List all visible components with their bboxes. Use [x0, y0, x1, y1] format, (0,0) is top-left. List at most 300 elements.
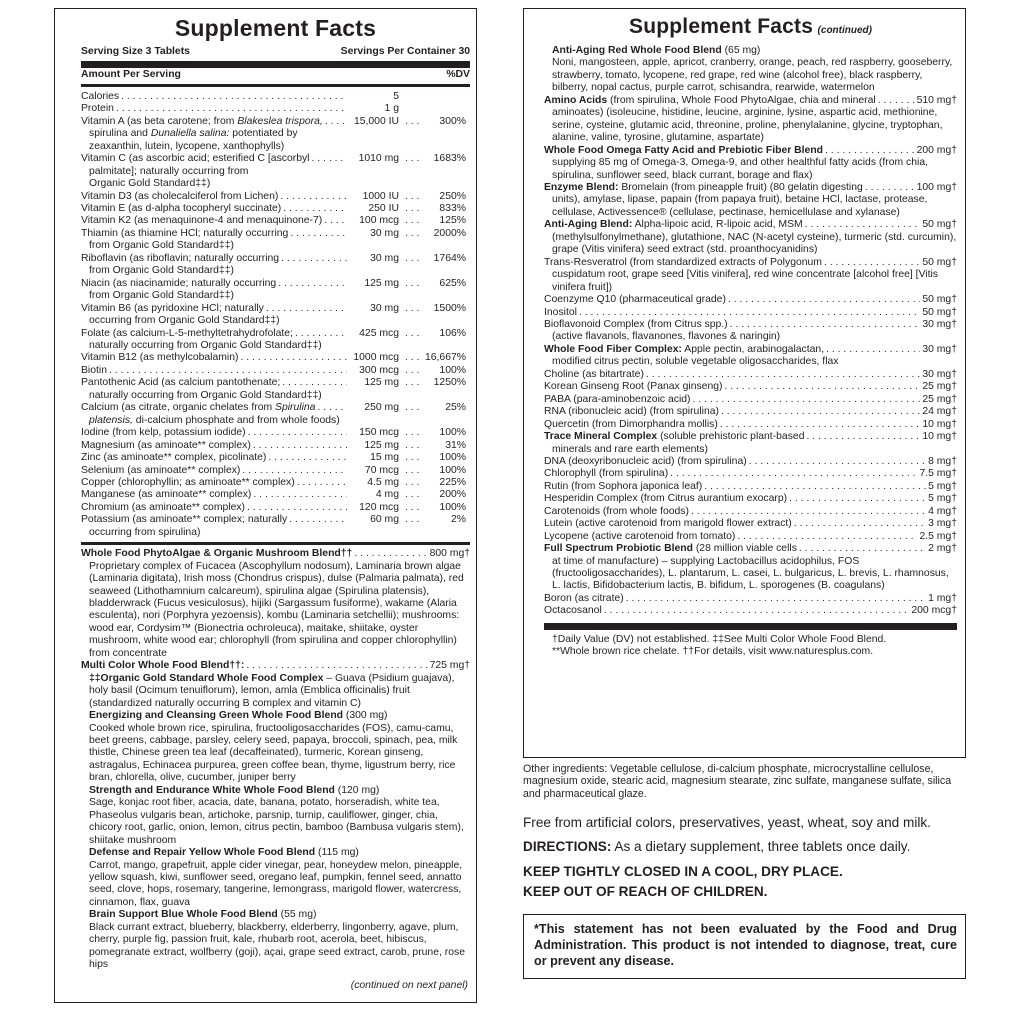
blue-blend-text: Black currant extract, blueberry, blackberry, elderberry, lingonberry, agave, plum, cherry, purple fig, passion fruit, kale, rhubarb root, acerola, beet, hibiscus, pomegranate extract, wolfberry (goji), açai, grape seed extract, carob, prune, rose hips: [89, 921, 465, 971]
nutrient-row: [81, 153, 470, 190]
dv-dots: . . .: [405, 277, 420, 289]
nutrient-line1: [81, 203, 349, 215]
nutrient-amount: 120 mcg: [359, 501, 399, 513]
nutrient-name: [81, 278, 349, 303]
trace-line1: (soluble prehistoric plant-based: [657, 431, 805, 443]
fiber-amount: 30 mg†: [922, 343, 957, 355]
leader-dots: [282, 377, 347, 389]
right-list: [544, 45, 957, 618]
nutrient-label: Folate (as calcium-L-5-methyltetrahydrofolate;: [81, 327, 293, 339]
directions: [523, 839, 993, 854]
fiber-name: Whole Food Fiber Complex:: [544, 343, 682, 355]
dv-value: 100%: [439, 501, 466, 513]
dv-value: 300%: [439, 115, 466, 127]
probiotic-amount: 2 mg†: [928, 543, 957, 555]
gold-standard-text: – Guava (Psidium guajava), holy basil (Ocimum tenuiflorum), lemon, amla (Emblica officinalis) fruit (standardized naturally occurring B complex and vitamin C): [89, 672, 455, 709]
blend2-sub: [81, 673, 470, 710]
nutrient-amount: 150 mcg: [359, 427, 399, 439]
nutrient-name: [81, 440, 349, 452]
red-blend-amount: (65 mg): [721, 45, 761, 56]
enzyme-row: [544, 182, 957, 194]
ingredient-row: [544, 518, 957, 530]
nutrient-dv: [399, 215, 466, 227]
dv-dots: . . .: [405, 302, 420, 314]
dv-value: 100%: [439, 427, 466, 439]
nutrient-dv: [399, 303, 466, 315]
nutrient-row: [81, 253, 470, 278]
nutrient-line1: [81, 215, 349, 227]
nutrient-line2: occurring from Organic Gold Standard‡‡): [89, 315, 280, 327]
yellow-blend: [81, 847, 470, 859]
dv-value: 125%: [439, 215, 466, 227]
ingredient-name: Boron (as citrate): [544, 592, 624, 604]
probiotic-text: at time of manufacture) – supplying Lactobacillus acidophilus, FOS (fructooligosaccharides), L. plantarum, L. casei, L. bulgaricus, L. brevis, L. rhamnosus, L. lactis, Bifidobacterium lactis, B. bifidum, L. sporogenes (B. coagulans): [552, 555, 949, 592]
omega-row: [544, 145, 957, 157]
nutrient-dv: [399, 203, 466, 215]
ingredient-name: RNA (ribonucleic acid) (from spirulina): [544, 406, 719, 418]
dv-value: 2000%: [433, 227, 466, 239]
ingredient-row: [544, 406, 957, 418]
nutrient-line1: [81, 303, 349, 315]
leader-dots: [295, 328, 347, 340]
antiaging-amount: 50 mg†: [922, 219, 957, 231]
nutrient-amount: 15,000 IU: [353, 115, 399, 127]
leader-dots: [670, 468, 917, 480]
ingredient-name: Lycopene (active carotenoid from tomato): [544, 530, 736, 542]
ingredient-name: Coenzyme Q10 (pharmaceutical grade): [544, 294, 726, 306]
nutrient-name: [81, 103, 349, 115]
dv-value: 16,667%: [424, 352, 466, 364]
storage-warning: KEEP TIGHTLY CLOSED IN A COOL, DRY PLACE.: [523, 864, 843, 879]
leader-dots: [280, 191, 347, 203]
nutrient-line1: [81, 489, 349, 501]
leader-dots: [324, 215, 347, 227]
nutrient-name: [81, 452, 349, 464]
nutrient-name: [81, 427, 349, 439]
nutrient-label: Riboflavin (as riboflavin; naturally occurring: [81, 252, 280, 264]
nutrient-amount: 1010 mg: [358, 153, 399, 165]
trace-row: [544, 431, 957, 443]
nutrient-dv: [399, 489, 466, 501]
nutrient-line1: [81, 452, 349, 464]
dv-dots: . . .: [405, 227, 420, 239]
nutrient-name: [81, 116, 349, 153]
nutrient-label: Zinc (as aminoate** complex, picolinate): [81, 452, 267, 464]
leader-dots: [281, 253, 347, 265]
nutrient-row: [81, 477, 470, 489]
nutrient-name: [81, 328, 349, 353]
ingredient-amount: 5 mg†: [928, 493, 957, 505]
dv-value: 100%: [439, 464, 466, 476]
ingredient-name: Korean Ginseng Root (Panax ginseng): [544, 381, 723, 393]
fiber-text: modified citrus pectin, soluble vegetable oligosaccharides, flax: [552, 356, 839, 368]
ingredient-name: Octacosanol: [544, 605, 602, 617]
dv-value: 200%: [439, 489, 466, 501]
amount-per-serving-label: Amount Per Serving: [81, 69, 181, 81]
dv-dots: . . .: [405, 364, 420, 376]
leader-dots: [749, 456, 926, 468]
red-blend-name: Anti-Aging Red Whole Food Blend: [552, 45, 722, 56]
leader-dots: [297, 477, 347, 489]
nutrient-dv: [399, 153, 466, 165]
blend1-amount: 800 mg†: [429, 548, 470, 560]
dv-dots: . . .: [405, 377, 420, 389]
nutrient-amount: 5: [393, 90, 399, 102]
resveratrol-row: [544, 257, 957, 269]
nutrient-line1: [81, 191, 349, 203]
ingredient-subtext: (active flavanols, flavanones, flavones & naringin): [552, 331, 781, 343]
ingredient-row: [544, 456, 957, 468]
ingredient-name: Carotenoids (from whole foods): [544, 505, 689, 517]
dv-dots: . . .: [405, 476, 420, 488]
nutrient-label-italic: Blakeslea trispora,: [237, 115, 323, 127]
nutrient-amount: 300 mcg: [359, 364, 399, 376]
nutrient-dv: [399, 352, 466, 364]
nutrient-label: Copper (chlorophyllin; as aminoate** complex): [81, 476, 295, 488]
ingredient-amount: 1 mg†: [928, 592, 957, 604]
nutrient-name: [81, 91, 349, 103]
leader-dots: [240, 352, 347, 364]
nutrient-amount: 125 mg: [364, 277, 399, 289]
leader-dots: [646, 369, 920, 381]
left-facts-panel: [54, 8, 477, 1003]
nutrient-name: [81, 502, 349, 514]
nutrient-row: [81, 427, 470, 439]
dv-dots: . . .: [405, 115, 420, 127]
dv-value: 2%: [450, 514, 466, 526]
dv-dots: . . .: [405, 252, 420, 264]
nutrient-line1: [81, 278, 349, 290]
yellow-blend-amount: (115 mg): [315, 847, 359, 859]
nutrient-label: Chromium (as aminoate** complex): [81, 501, 245, 513]
nutrient-amount: 60 mg: [370, 514, 399, 526]
ingredient-name: DNA (deoxyribonucleic acid) (from spirulina): [544, 455, 747, 467]
ingredient-row: [544, 294, 957, 306]
nutrient-label: Biotin: [81, 364, 107, 376]
nutrient-name: [81, 228, 349, 253]
nutrient-line2: palmitate]; naturally occurring from: [89, 165, 249, 177]
nutrient-name: [81, 477, 349, 489]
nutrient-dv: [399, 191, 466, 203]
nutrient-line1: [81, 365, 349, 377]
nutrient-label: Pantothenic Acid (as calcium pantothenate;: [81, 377, 281, 389]
nutrient-amount: 30 mg: [370, 302, 399, 314]
trace-name: Trace Mineral Complex: [544, 431, 658, 443]
nutrient-amount: 70 mcg: [364, 464, 399, 476]
ingredient-name: Hesperidin Complex (from Citrus aurantium exocarp): [544, 493, 788, 505]
ingredient-row: [544, 369, 957, 381]
resveratrol-line1: Trans-Resveratrol (from standardized extracts of Polygonum: [544, 256, 822, 268]
leader-dots: [789, 493, 926, 505]
nutrient-row: [81, 303, 470, 328]
nutrient-amount: 250 IU: [368, 202, 399, 214]
ingredient-name: Quercetin (from Dimorphandra mollis): [544, 418, 718, 430]
ingredient-amount: 5 mg†: [928, 480, 957, 492]
dv-value: 100%: [439, 452, 466, 464]
ingredient-row: [544, 394, 957, 406]
leader-dots: [720, 419, 921, 431]
nutrient-line2: from Organic Gold Standard‡‡): [89, 290, 234, 302]
right-title: Supplement Facts: [629, 15, 814, 38]
nutrient-row: [81, 502, 470, 514]
nutrient-line1: [81, 502, 349, 514]
nutrient-row: [81, 228, 470, 253]
nutrient-dv: [399, 465, 466, 477]
red-blend: [544, 45, 957, 57]
nutrient-row: [81, 402, 470, 427]
enzyme-amount: 100 mg†: [916, 181, 957, 193]
nutrient-line1: [81, 440, 349, 452]
dv-value: 106%: [439, 327, 466, 339]
nutrient-line1: [81, 153, 349, 165]
ingredient-name: PABA (para-aminobenzoic acid): [544, 393, 691, 405]
leader-dots: [737, 531, 917, 543]
ingredient-amount: 7.5 mg†: [919, 468, 957, 480]
amino-name: Amino Acids: [544, 94, 608, 106]
servings-per-container: Servings Per Container 30: [340, 46, 470, 57]
nutrient-dv: [399, 502, 466, 514]
nutrient-label: Niacin (as niacinamide; naturally occurring: [81, 277, 277, 289]
dv-dots: . . .: [405, 190, 420, 202]
ingredient-name: Inositol: [544, 306, 577, 318]
nutrient-name: [81, 402, 349, 427]
nutrient-line1: [81, 352, 349, 364]
ingredient-row: [544, 319, 957, 331]
dv-value: 250%: [439, 190, 466, 202]
leader-dots: [109, 365, 347, 377]
blend1-name: Whole Food PhytoAlgae & Organic Mushroom Blend††: [81, 548, 353, 560]
nutrient-amount: 125 mg: [364, 439, 399, 451]
nutrient-name: [81, 489, 349, 501]
leader-dots: [268, 452, 347, 464]
ingredient-amount: 50 mg†: [922, 294, 957, 306]
amino-text: aminoates) (isoleucine, histidine, leucine, arginine, lysine, aspartic acid, methionine, serine, cysteine, glutamic acid, threonine, proline, phenylalanine, glycine, tryptophan, alanine, valine, tyrosine, glutamine, aspartate): [552, 107, 943, 144]
yellow-blend-name: Defense and Repair Yellow Whole Food Blend: [89, 847, 316, 859]
resveratrol-amount: 50 mg†: [922, 256, 957, 268]
blue-blend-name: Brain Support Blue Whole Food Blend: [89, 909, 278, 921]
directions-text: As a dietary supplement, three tablets once daily.: [611, 839, 911, 854]
amount-header: [81, 69, 470, 81]
blend1-text: Proprietary complex of Fucacea (Ascophyllum nodosum), Laminaria brown algae (Laminaria digitata), Irish moss (Chondrus crispus), dulse (Palmaria palmata), red seaweed (Lithothamnium calcareum), spirulina algae (Spirulina platensis), bladderwrack (Fucus vesiculosus), hijiki (Sargassum fusiforme), wakame (Alaria esculenta), nori (Porphyra yezoensis), kombu (Laminaria setchellii); mushrooms: wood ear, Cordysim™ (Bionectria ochroleuca), maitake, shiitake, oyster mushroom, white wood ear; chlorophyll (from spirulina and copper chlorophyllin) from concentrate: [89, 560, 464, 659]
trace-text: minerals and rare earth elements): [552, 443, 708, 455]
leader-dots: [724, 381, 920, 393]
ingredient-amount: 8 mg†: [928, 455, 957, 467]
ingredient-amount: 2.5 mg†: [919, 530, 957, 542]
green-blend-amount: (300 mg): [343, 710, 388, 722]
gold-standard-name: ‡‡Organic Gold Standard Whole Food Complex: [89, 672, 324, 684]
leader-dots: [290, 228, 347, 240]
enzyme-line1: Bromelain (from pineapple fruit) (80 gelatin digesting: [618, 181, 863, 193]
dv-dots: . . .: [405, 202, 420, 214]
leader-dots: [253, 489, 347, 501]
dv-value: 1683%: [433, 153, 466, 165]
ingredient-amount: 3 mg†: [928, 518, 957, 530]
nutrient-line1: [81, 91, 349, 103]
nutrient-dv: [399, 402, 466, 414]
nutrient-row: [81, 465, 470, 477]
leader-dots: [289, 514, 347, 526]
ingredient-row: [544, 419, 957, 431]
ingredient-row: [544, 481, 957, 493]
nutrient-line2: from Organic Gold Standard‡‡): [89, 240, 234, 252]
nutrient-line2: platensis, di-calcium phosphate and from whole foods): [89, 414, 340, 426]
green-blend: [81, 710, 470, 722]
green-blend-text: Cooked whole brown rice, spirulina, fructooligosaccharides (FOS), camu-camu, beet greens, cabbage, parsley, celery seed, papaya, broccoli, spinach, pea, milk thistle, Chinese green tea leaf (decaffeinated), turmeric, Korean ginseng, astragalus, Echinacea purpurea, green coffee bean, thyme, ligustrum berry, rice bran, chlorella, olive, cucumber, juniper berry: [89, 722, 458, 784]
nutrient-name: [81, 514, 349, 539]
nutrient-dv: [399, 514, 466, 526]
leader-dots: [730, 319, 921, 331]
omega-amount: 200 mg†: [916, 144, 957, 156]
leader-dots: [721, 406, 920, 418]
nutrient-line1: [81, 402, 349, 414]
nutrient-line1: [81, 514, 349, 526]
nutrient-line2: from Organic Gold Standard‡‡): [89, 265, 234, 277]
nutrient-dv: [399, 365, 466, 377]
ingredient-row: [544, 381, 957, 393]
nutrient-row: [81, 328, 470, 353]
ingredient-row: [544, 593, 957, 605]
nutrient-line1: [81, 328, 349, 340]
nutrient-label: Vitamin E (as d-alpha tocopheryl succinate): [81, 202, 282, 214]
nutrient-label: Vitamin C (as ascorbic acid; esterified C [ascorbyl: [81, 153, 310, 165]
nutrient-line1: [81, 477, 349, 489]
nutrient-dv: [399, 477, 466, 489]
blend-section: [81, 548, 470, 971]
nutrient-label: Vitamin D3 (as cholecalciferol from Lichen): [81, 190, 279, 202]
directions-label: DIRECTIONS:: [523, 839, 612, 854]
enzyme-text: units), amylase, lipase, papain (from papaya fruit), betaine HCl, lactase, protease, cellulase, Activessence® (cellulase, pectinase, hemicellulase and xylanase): [552, 194, 928, 218]
ingredient-name: Bioflavonoid Complex (from Citrus spp.): [544, 318, 728, 330]
footnotes: [544, 634, 957, 659]
nutrient-label: Calories: [81, 90, 120, 102]
nutrient-row: [81, 203, 470, 215]
nutrient-line1: [81, 228, 349, 240]
nutrient-amount: 100 mcg: [359, 215, 399, 227]
nutrient-label: Protein: [81, 103, 114, 115]
nutrient-line3: zeaxanthin, lutein, lycopene, xanthophylls): [89, 140, 285, 152]
nutrient-dv: [399, 377, 466, 389]
ingredient-amount: 25 mg†: [922, 381, 957, 393]
nutrient-label: Vitamin A (as beta carotene; from Blakeslea trispora,: [81, 115, 323, 127]
amino-line1: (from spirulina, Whole Food PhytoAlgae, chia and mineral: [607, 94, 876, 106]
leader-dots: [317, 402, 347, 414]
ingredient-row: [544, 531, 957, 543]
footnote-1: †Daily Value (DV) not established. ‡‡See Multi Color Whole Food Blend.: [552, 633, 887, 645]
nutrient-amount: 4.5 mg: [367, 476, 399, 488]
fiber-line1: Apple pectin, arabinogalactan,: [681, 343, 825, 355]
leader-dots: [579, 307, 920, 319]
white-blend: [81, 785, 470, 797]
dv-value: 100%: [439, 364, 466, 376]
blend2-amount: 725 mg†: [429, 660, 470, 672]
ingredient-amount: 50 mg†: [922, 306, 957, 318]
dv-value: 1250%: [433, 377, 466, 389]
nutrient-line2: spirulina and Dunaliella salina: potentiated by: [89, 128, 298, 140]
white-blend-name: Strength and Endurance White Whole Food Blend: [89, 784, 335, 796]
leader-dots: [728, 294, 920, 306]
ingredient-amount: 30 mg†: [922, 318, 957, 330]
nutrient-amount: 4 mg: [375, 489, 399, 501]
dv-value: 1500%: [433, 302, 466, 314]
ingredient-amount: 4 mg†: [928, 505, 957, 517]
ingredient-name: Choline (as bitartrate): [544, 368, 644, 380]
white-blend-text: Sage, konjac root fiber, acacia, date, banana, potato, horseradish, white tea, Phaseolus vulgaris bean, artichoke, parsnip, turnip, cauliflower, ginger, chia, chicory root, garlic, onion, lemon, citrus pectin, bamboo (Bambusa vulgaris stem), shiitake mushroom: [89, 797, 464, 846]
continued-note: (continued on next panel): [350, 979, 468, 991]
nutrient-name: [81, 153, 349, 190]
leader-dots: [604, 605, 910, 617]
nutrient-line3: Organic Gold Standard‡‡): [89, 178, 211, 190]
right-facts-panel: [523, 8, 966, 758]
antiaging-text: (methylsulfonylmethane), glutathione, NAC (N-acetyl cysteine), turmeric (std. curcumin), grape (Vitis vinifera) seed extract (std. proanthocyanidins): [552, 231, 957, 256]
ingredient-amount: 30 mg†: [922, 368, 957, 380]
leader-dots: [278, 278, 347, 290]
leader-dots: [693, 394, 921, 406]
nutrient-label: Calcium (as citrate, organic chelates from Spirulina: [81, 402, 316, 414]
probiotic-line1: (28 million viable cells: [692, 543, 797, 555]
trace-amount: 10 mg†: [922, 431, 957, 443]
white-blend-amount: (120 mg): [334, 784, 380, 796]
right-title-row: [544, 15, 957, 43]
nutrient-row: [81, 514, 470, 539]
nutrient-amount: 1 g: [384, 103, 399, 115]
ingredient-amount: 10 mg†: [922, 418, 957, 430]
nutrient-amount: 30 mg: [370, 252, 399, 264]
nutrient-label: Selenium (as aminoate** complex): [81, 464, 241, 476]
nutrient-row: [81, 91, 470, 103]
nutrient-dv: [399, 328, 466, 340]
ingredient-row: [544, 506, 957, 518]
nutrient-label: Magnesium (as aminoate** complex): [81, 439, 251, 451]
probiotic-row: [544, 543, 957, 555]
nutrient-dv: [399, 228, 466, 240]
dv-dots: . . .: [405, 352, 420, 364]
nutrient-label: Iodine (from kelp, potassium iodide): [81, 427, 246, 439]
blend2-name: Multi Color Whole Food Blend††:: [81, 660, 245, 672]
nutrient-name: [81, 365, 349, 377]
free-from-statement: Free from artificial colors, preservatives, yeast, wheat, soy and milk.: [523, 815, 931, 830]
nutrient-name: [81, 215, 349, 227]
nutrient-row: [81, 452, 470, 464]
nutrient-row: [81, 103, 470, 115]
nutrient-line1: [81, 103, 349, 115]
nutrient-amount: 30 mg: [370, 227, 399, 239]
nutrient-amount: 1000 IU: [362, 190, 399, 202]
serving-size: Serving Size 3 Tablets: [81, 46, 190, 57]
nutrient-label: Vitamin B6 (as pyridoxine HCl; naturally: [81, 302, 264, 314]
leader-dots: [266, 303, 347, 315]
leader-dots: [248, 427, 347, 439]
leader-dots: [253, 440, 347, 452]
omega-text: supplying 85 mg of Omega-3, Omega-9, and other healthful fatty acids (from chia, spirulina, sunflower seed, black currant, borage and flax): [552, 157, 928, 181]
nutrient-dv: [399, 116, 466, 128]
nutrient-line1: [81, 465, 349, 477]
dv-dots: . . .: [405, 402, 420, 414]
nutrient-row: [81, 215, 470, 227]
nutrient-row: [81, 278, 470, 303]
leader-dots: [691, 506, 926, 518]
nutrient-label: Vitamin B12 (as methylcobalamin): [81, 352, 239, 364]
dv-dots: . . .: [405, 501, 420, 513]
nutrient-dv: [399, 452, 466, 464]
ingredient-amount: 24 mg†: [922, 406, 957, 418]
nutrient-line1: [81, 427, 349, 439]
nutrient-amount: 425 mcg: [359, 327, 399, 339]
dv-dots: . . .: [405, 153, 420, 165]
nutrient-name: [81, 203, 349, 215]
left-title: Supplement Facts: [174, 15, 377, 41]
nutrient-row: [81, 116, 470, 153]
leader-dots: [283, 203, 347, 215]
